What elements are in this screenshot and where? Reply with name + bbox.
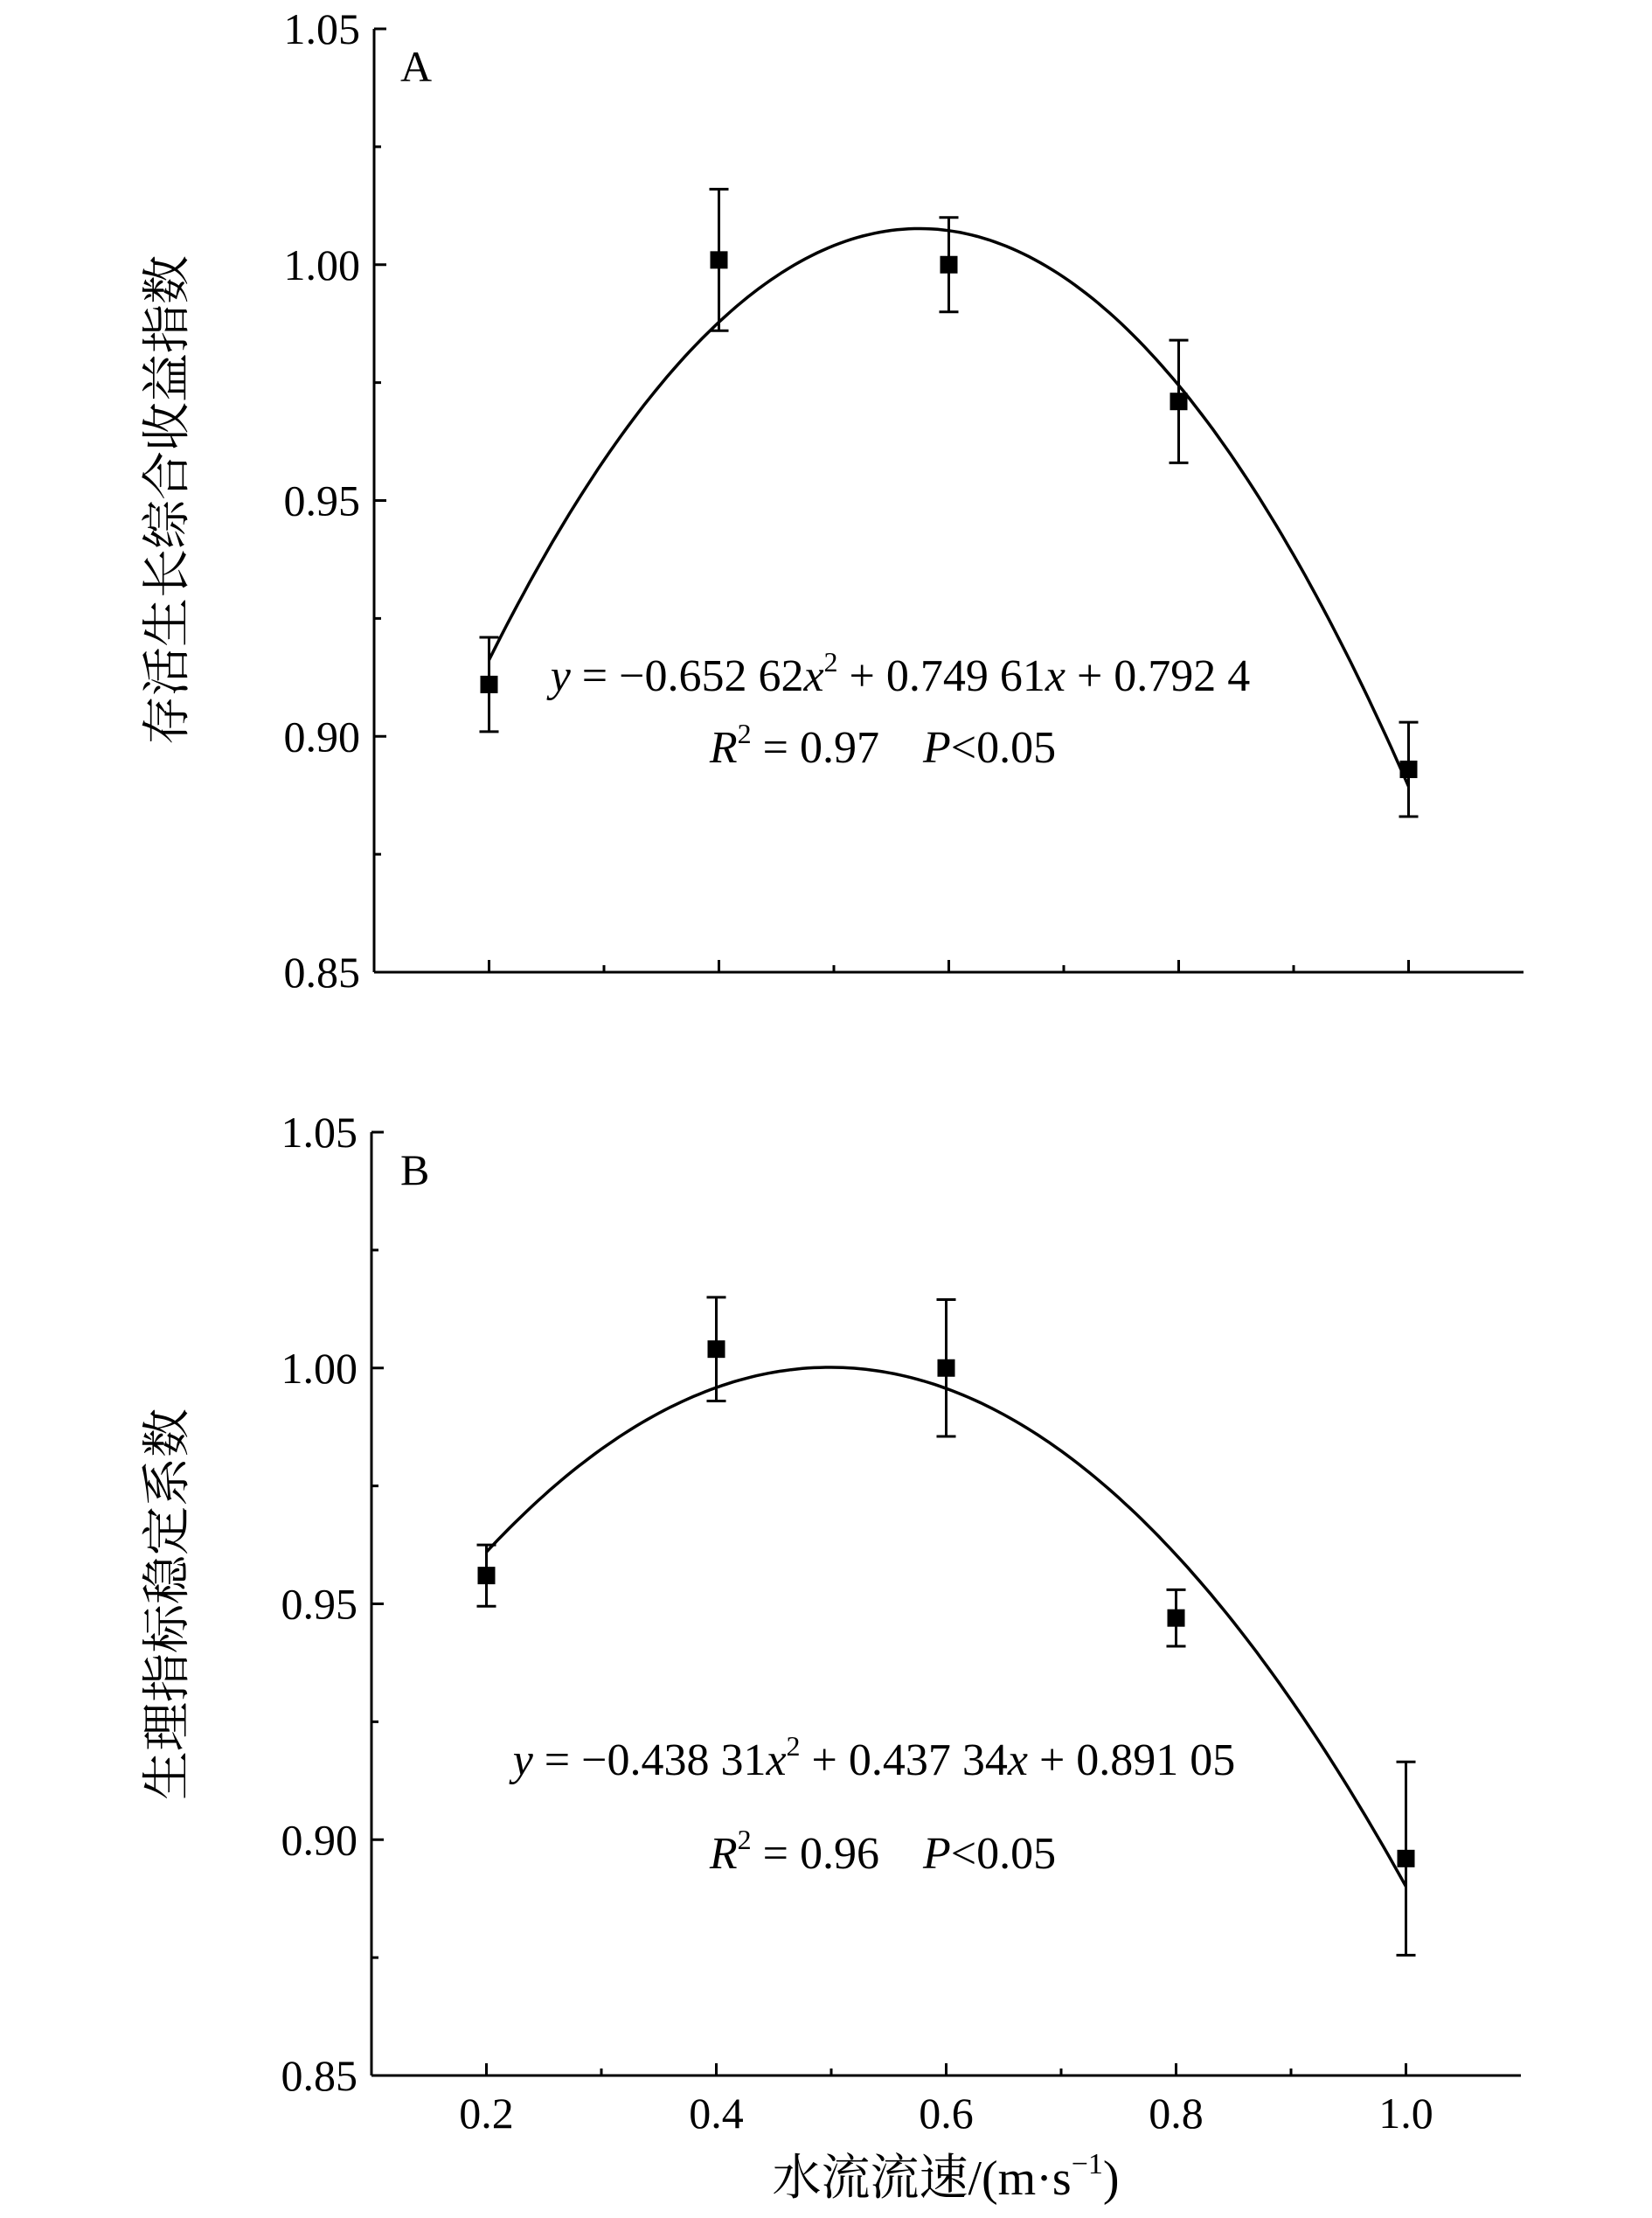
data-point (478, 1567, 496, 1584)
panel-a (141, 4, 1524, 997)
panel-b-label: B (400, 1145, 430, 1194)
data-point (708, 1340, 725, 1358)
data-point (481, 676, 498, 693)
panel-b-equation-line-2: $R^2 = 0.96$ P<0.05 (709, 1824, 1057, 1879)
data-point (711, 251, 728, 268)
x-tick-label: 0.8 (1149, 2089, 1204, 2138)
data-point (1170, 393, 1188, 410)
data-point (1400, 761, 1418, 778)
data-point (941, 256, 958, 274)
y-tick-label: 0.95 (281, 1579, 357, 1629)
data-point (1398, 1850, 1415, 1867)
y-tick-label: 0.90 (283, 712, 360, 761)
y-tick-label: 1.00 (281, 1343, 357, 1393)
y-tick-label: 1.05 (283, 4, 360, 53)
panel-a-label: A (400, 42, 433, 91)
panel-a-y-ticks (284, 4, 387, 997)
x-tick-label: 1.0 (1378, 2089, 1433, 2138)
panel-a-y-axis-label: 存活生长综合收益指数 (141, 255, 195, 745)
x-tick-label: 0.2 (459, 2089, 514, 2138)
panel-a-equation-line-2: $R^2 = 0.97$ P<0.05 (709, 718, 1057, 773)
y-tick-label: 1.00 (283, 240, 360, 289)
panel-b-y-ticks (281, 1108, 385, 2100)
y-tick-label: 0.85 (283, 948, 360, 997)
data-point (1168, 1610, 1185, 1627)
y-tick-label: 0.90 (281, 1815, 357, 1865)
y-tick-label: 0.95 (283, 476, 360, 525)
panel-b-x-axis-label: 水流流速$/(m\cdot s^{-1})$ (772, 2148, 1120, 2206)
y-tick-label: 1.05 (281, 1108, 357, 1157)
panel-b-y-axis-label: 生理指标稳定系数 (141, 1408, 195, 1800)
panel-b (141, 1108, 1521, 2206)
x-tick-label: 0.4 (689, 2089, 744, 2138)
panel-a-x-ticks (489, 960, 1409, 972)
x-tick-label: 0.6 (919, 2089, 974, 2138)
panel-a-equation-line-1: y = −0.652 $62x^2 + 0.749$ 61x + 0.792 4 (550, 646, 1251, 701)
data-point (938, 1359, 955, 1377)
y-tick-label: 0.85 (281, 2051, 357, 2100)
panel-b-fit-curve (487, 1367, 1406, 1887)
panel-b-equation-line-1: y = −0.438 $31x^2 + 0.437$ 34x + 0.891 05 (512, 1730, 1236, 1785)
